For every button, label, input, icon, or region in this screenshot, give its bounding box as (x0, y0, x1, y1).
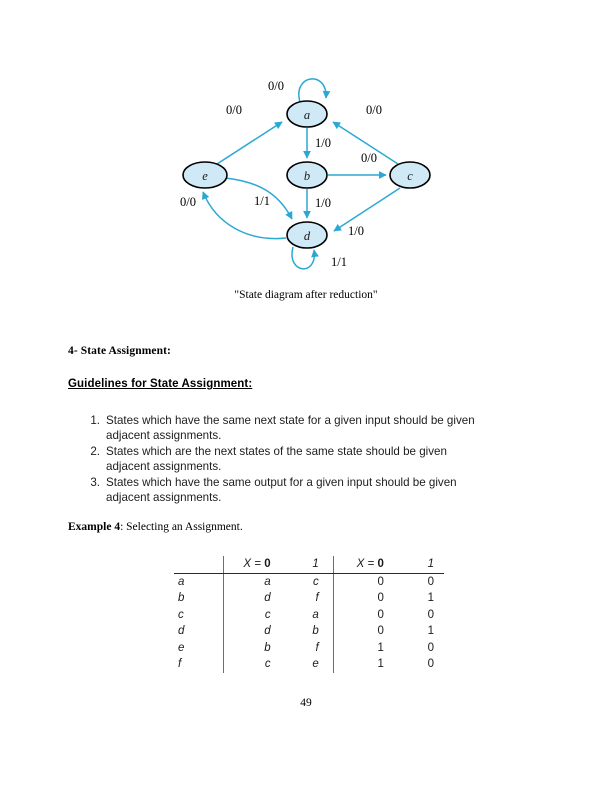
state-node-a-label: a (303, 108, 311, 122)
edge-c-d (334, 188, 400, 231)
example-description: : Selecting an Assignment. (120, 521, 243, 533)
header-next-state-0-value: 0 (264, 558, 271, 570)
cell-next-state-1: b (312, 625, 319, 637)
cell-output-1: 1 (427, 592, 434, 604)
edge-label-c-d: 1/0 (348, 224, 364, 238)
guidelines-list (84, 413, 484, 506)
list-item-number: 1. (90, 414, 100, 427)
header-next-state-x: X = (243, 558, 261, 570)
cell-output-0: 0 (333, 590, 396, 607)
cell-output-1: 0 (427, 575, 434, 588)
section-heading: 4- State Assignment: (68, 345, 171, 357)
state-diagram-figure (176, 58, 432, 284)
cell-next-state-1: a (312, 608, 319, 621)
cell-state: e (178, 641, 185, 654)
cell-output-0: 1 (333, 640, 396, 657)
edge-label-a-b: 1/0 (315, 136, 331, 150)
cell-output-0: 0 (333, 623, 396, 640)
state-node-d-label: d (303, 229, 311, 243)
cell-state: d (178, 625, 185, 637)
table-row (174, 590, 444, 607)
cell-output-1: 0 (427, 641, 434, 654)
header-output-1: 1 (396, 556, 444, 573)
list-item (84, 444, 484, 474)
cell-output-0: 0 (333, 607, 396, 624)
cell-next-state-0: a (223, 573, 280, 590)
edge-label-e-d: 1/1 (254, 194, 270, 208)
table-row (174, 573, 444, 590)
table-row (174, 656, 444, 673)
cell-output-0: 1 (333, 656, 396, 673)
cell-state: a (178, 575, 185, 588)
cell-output-0: 0 (333, 573, 396, 590)
cell-state: b (178, 592, 185, 604)
figure-caption: "State diagram after reduction" (234, 289, 378, 301)
state-node-e-label: e (202, 169, 208, 183)
example-label: Example 4 (68, 521, 121, 533)
header-next-state-1: 1 (281, 556, 334, 573)
table-header-row (174, 556, 444, 573)
cell-output-1: 0 (427, 658, 434, 670)
cell-state: f (178, 658, 182, 670)
edge-d-e (203, 192, 286, 239)
table-row (174, 640, 444, 657)
edge-label-b-c: 0/0 (361, 151, 377, 165)
cell-output-1: 1 (427, 625, 434, 637)
header-output-x: X = (356, 558, 375, 570)
cell-next-state-0: c (223, 607, 280, 624)
list-item-number: 3. (90, 475, 100, 489)
list-item-number: 2. (90, 444, 100, 458)
cell-next-state-0: c (223, 656, 280, 673)
edge-label-a-a: 0/0 (268, 79, 284, 93)
list-item-text: States which are the next states of the same state should be given adjacent assignments. (106, 444, 447, 474)
cell-output-1: 0 (427, 608, 434, 621)
page-number: 49 (300, 697, 312, 709)
cell-next-state-1: f (315, 641, 319, 654)
cell-next-state-1: c (312, 575, 319, 588)
edge-e-a (217, 122, 282, 164)
cell-next-state-1: f (315, 592, 319, 604)
edge-label-d-d: 1/1 (331, 255, 347, 269)
list-item-text: States which have the same next state for a given input should be given adjacent assignments. (106, 414, 475, 443)
list-item-text: States which have the same output for a given input should be given adjacent assignments. (106, 475, 457, 505)
state-node-b-label: b (303, 169, 311, 183)
assignment-table (174, 556, 444, 673)
table-row (174, 607, 444, 624)
list-item (84, 475, 484, 505)
edge-a-a (299, 79, 326, 102)
cell-next-state-0: b (223, 640, 280, 657)
state-node-c-label: c (407, 169, 413, 183)
example-line (68, 521, 243, 533)
guidelines-heading: Guidelines for State Assignment: (68, 378, 253, 390)
cell-next-state-0: d (223, 590, 280, 607)
edge-label-e-a: 0/0 (226, 103, 242, 117)
cell-next-state-1: e (312, 658, 319, 670)
list-item (84, 413, 484, 443)
cell-next-state-0: d (223, 623, 280, 640)
edge-d-d (292, 247, 314, 269)
state-diagram-nodes (183, 101, 430, 248)
cell-state: c (178, 608, 184, 621)
edge-label-d-e: 0/0 (180, 195, 196, 209)
header-output-0 (333, 556, 396, 573)
edge-label-c-a: 0/0 (366, 103, 382, 117)
header-state-col (174, 556, 223, 573)
table-row (174, 623, 444, 640)
table-body (174, 573, 444, 673)
header-next-state-0 (223, 556, 280, 573)
header-output-0-value: 0 (377, 558, 384, 570)
edge-label-b-d: 1/0 (315, 196, 331, 210)
